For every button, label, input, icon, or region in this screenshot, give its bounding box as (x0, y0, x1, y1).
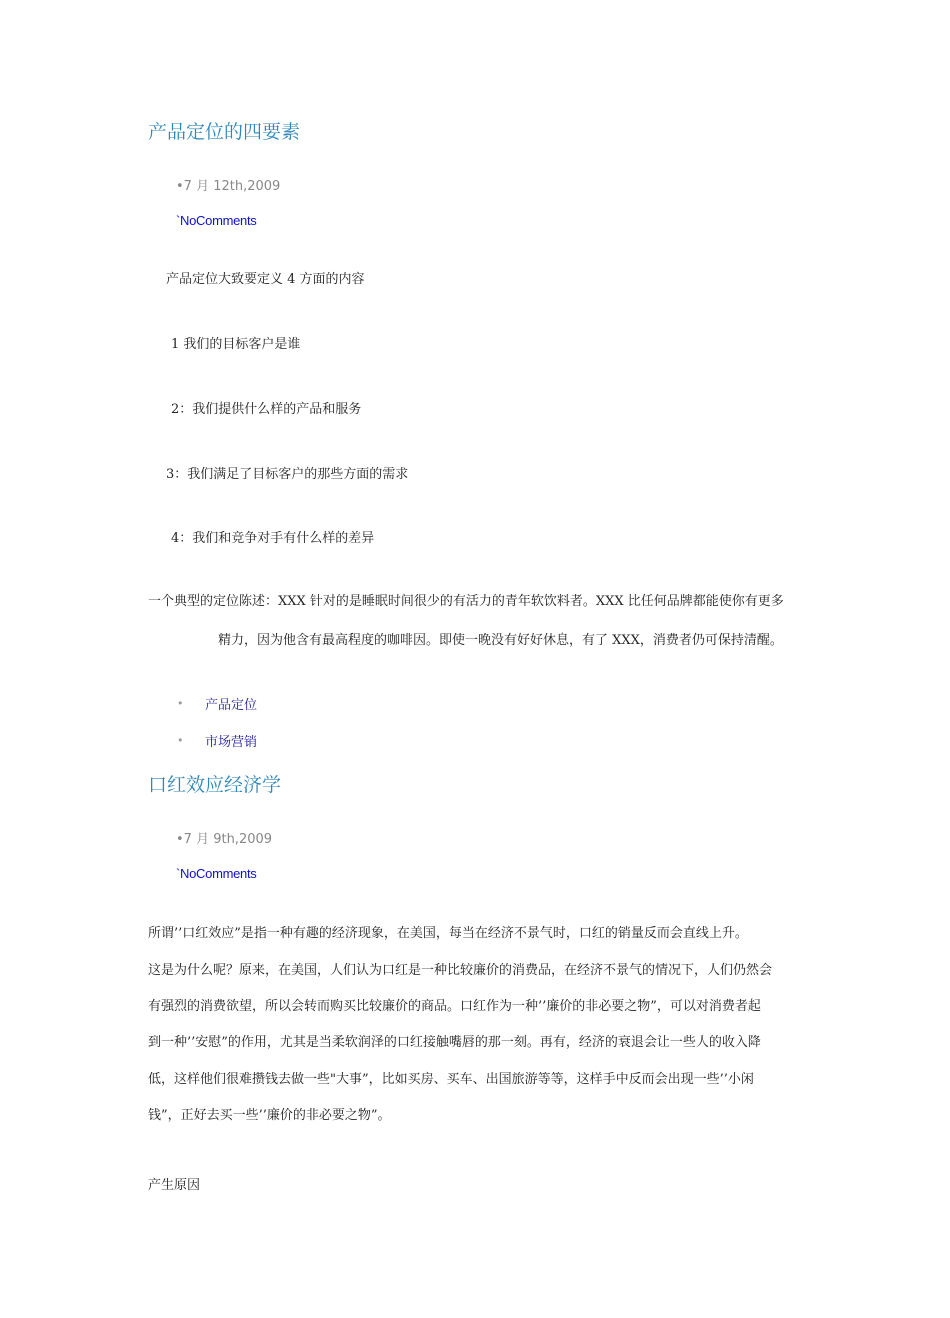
list-item: 3：我们满足了目标客户的那些方面的需求 (166, 467, 409, 482)
comments-link[interactable]: `NoComments (176, 213, 257, 228)
example-text: 一个典型的定位陈述：XXX 针对的是睡眠时间很少的有活力的青年软饮料者。XXX 比任何品牌都能使你有更多 (148, 594, 784, 609)
comments-link[interactable]: `NoComments (176, 866, 257, 881)
paragraph-line: 有强烈的消费欲望，所以会转而购买比较廉价的商品。口红作为一种’’廉价的非必要之物”，可以对消费者起 (148, 999, 761, 1014)
paragraph-line: 低，这样他们很难攒钱去做一些"大事”，比如买房、买车、出国旅游等等，这样手中反而会出现一些’’小闲 (148, 1072, 754, 1087)
tag-link[interactable]: 市场营销 (205, 735, 258, 750)
bullet-icon: • (177, 734, 184, 747)
paragraph-line: 到一种’’安慰”的作用，尤其是当柔软润泽的口红接触嘴唇的那一刻。再有，经济的衰退会让一些人的收入降 (148, 1035, 761, 1050)
post-date: •7 月 9th,2009 (176, 832, 273, 847)
post-title[interactable]: 产品定位的四要素 (148, 121, 301, 143)
post-title[interactable]: 口红效应经济学 (148, 774, 282, 796)
example-text: 精力，因为他含有最高程度的咖啡因。即使一晚没有好好休息，有了 XXX，消费者仍可保持清醒。 (218, 633, 783, 648)
paragraph-line: 这是为什么呢？原来，在美国，人们认为口红是一种比较廉价的消费品，在经济不景气的情况下，人们仍然会 (148, 963, 773, 978)
tag-link[interactable]: 产品定位 (205, 698, 258, 713)
section-subheading: 产生原因 (148, 1178, 201, 1193)
bullet-icon: • (177, 697, 184, 710)
paragraph-line: 所谓’’口红效应”是指一种有趣的经济现象，在美国，每当在经济不景气时，口红的销量反而会直线上升。 (148, 926, 748, 941)
list-item: 1 我们的目标客户是谁 (171, 337, 301, 352)
list-item: 4：我们和竞争对手有什么样的差异 (171, 531, 375, 546)
intro-text: 产品定位大致要定义 4 方面的内容 (166, 272, 365, 287)
paragraph-line: 钱”，正好去买一些’’廉价的非必要之物”。 (148, 1108, 391, 1123)
post-date: •7 月 12th,2009 (176, 179, 281, 194)
list-item: 2：我们提供什么样的产品和服务 (171, 402, 362, 417)
